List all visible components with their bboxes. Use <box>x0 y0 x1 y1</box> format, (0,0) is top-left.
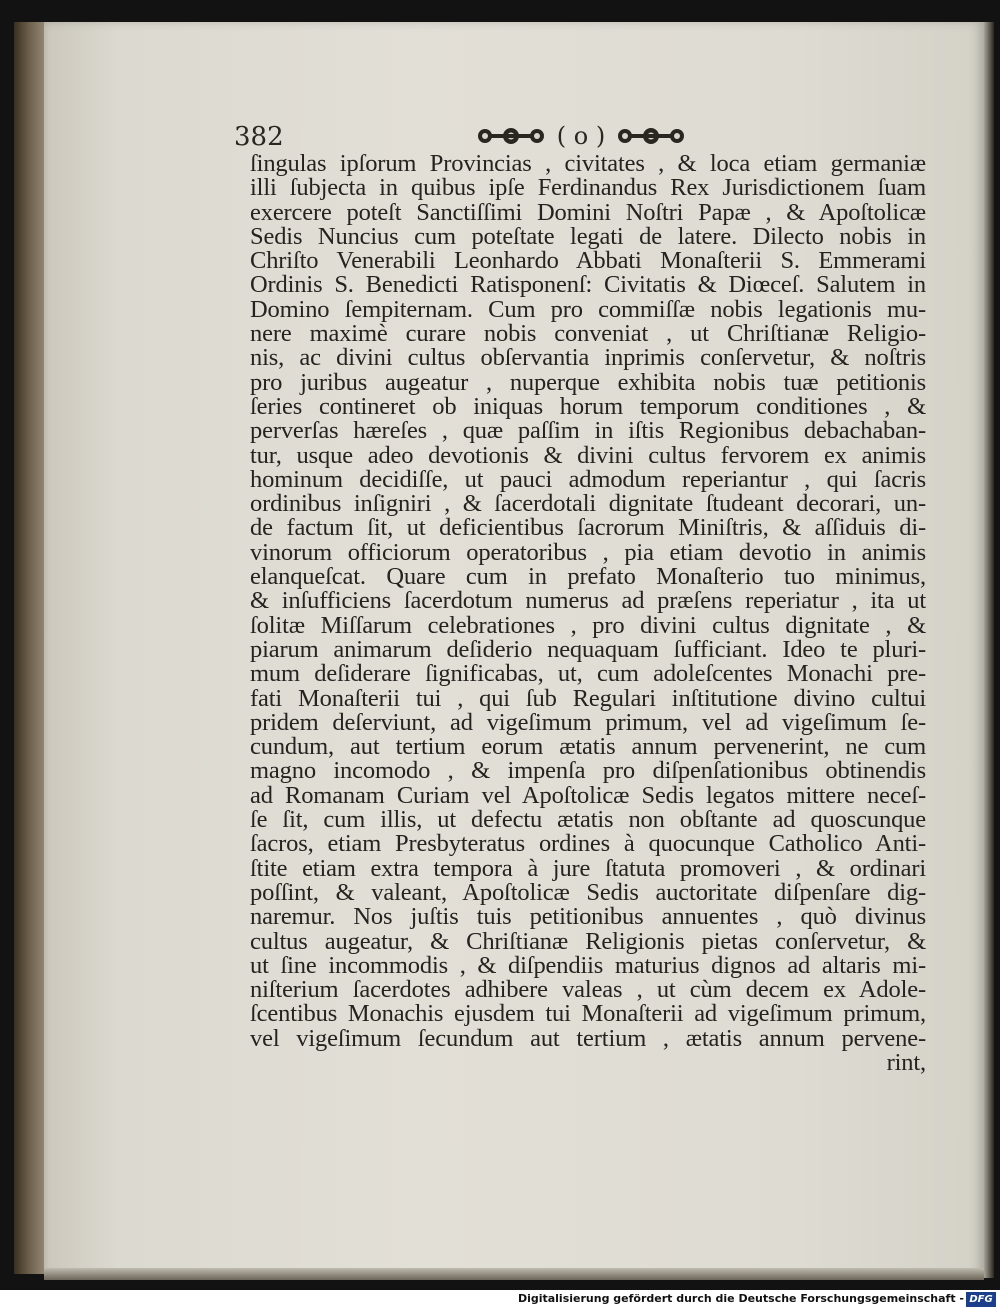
text-line: ut ſine incommodis , & diſpendiis maturius dignos ad altaris mi- <box>250 951 926 979</box>
text-line: vinorum officiorum operatoribus , pia etiam devotio in animis <box>250 538 926 566</box>
text-line: de factum ſit, ut deficientibus ſacrorum Miniſtris, & aſſiduis di- <box>250 514 926 542</box>
text-line: Chriſto Venerabili Leonhardo Abbati Monaſterii S. Emmerami <box>250 247 926 275</box>
text-line: nere maximè curare nobis conveniat , ut Chriſtianæ Religio- <box>250 320 926 348</box>
text-line: ſacros, etiam Presbyteratus ordines à quocunque Catholico Anti- <box>250 830 926 858</box>
text-line: niſterium ſacerdotes adhibere valeas , ut cùm decem ex Adole- <box>250 976 926 1004</box>
dfg-logo: DFG <box>966 1292 996 1307</box>
text-line: elanqueſcat. Quare cum in prefato Monaſterio tuo minimus, <box>250 563 926 591</box>
text-line: poſſint, & valeant, Apoſtolicæ Sedis auctoritate diſpenſare dig- <box>250 878 926 906</box>
rosette-ornament-icon <box>615 125 687 147</box>
text-line: Ordinis S. Benedicti Ratisponenſ: Civitatis & Diœceſ. Salutem in <box>250 271 926 299</box>
text-line: rint, <box>886 1048 926 1076</box>
text-line: mum deſiderare ſignificabas, ut, cum adoleſcentes Monachi pre- <box>250 660 926 688</box>
text-line: cundum, aut tertium eorum ætatis annum pervenerint, ne cum <box>250 733 926 761</box>
text-line: illi ſubjecta in quibus ipſe Ferdinandus Rex Jurisdictionem ſuam <box>250 174 926 202</box>
text-line: nis, ac divini cultus obſervantia inprimis conſervetur, & noſtris <box>250 344 926 372</box>
text-line: vel vigeſimum ſecundum aut tertium , ætatis annum pervene- <box>250 1024 926 1052</box>
text-line: fati Monaſterii tui , qui ſub Regulari inſtitutione divino cultui <box>250 684 926 712</box>
page-right-shadow <box>984 22 994 1278</box>
text-line: ſe ſit, cum illis, ut defectu ætatis non obſtante ad quoscunque <box>250 806 926 834</box>
text-line: ſeries contineret ob iniquas horum temporum conditiones , & <box>250 392 926 420</box>
text-line: exercere poteſt Sanctiſſimi Domini Noſtri Papæ , & Apoſtolicæ <box>250 198 926 226</box>
digitization-credit: Digitalisierung gefördert durch die Deutsche Forschungsgemeinschaft - <box>517 1292 964 1305</box>
text-line: pridem deſerviunt, ad vigeſimum primum, vel ad vigeſimum ſe- <box>250 708 926 736</box>
text-line: tur, usque adeo devotionis & divini cultus fervorem ex animis <box>250 441 926 469</box>
running-head: ( o ) <box>556 122 606 150</box>
text-line: Domino ſempiternam. Cum pro commiſſæ nobis legationis mu- <box>250 295 926 323</box>
rosette-ornament-icon <box>475 125 547 147</box>
page-number: 382 <box>234 122 284 152</box>
text-line: naremur. Nos juſtis tuis petitionibus annuentes , quò divinus <box>250 903 926 931</box>
page-bottom-edge <box>44 1268 984 1280</box>
text-line: piarum animarum deſiderio nequaquam ſufficiant. Ideo te pluri- <box>250 635 926 663</box>
book-binding-edge <box>14 22 48 1274</box>
text-line: ſcentibus Monachis ejusdem tui Monaſterii ad vigeſimum primum, <box>250 1000 926 1028</box>
text-line: & inſufficiens ſacerdotum numerus ad præſens reperiatur , ita ut <box>250 587 926 615</box>
text-line: hominum decidiſſe, ut pauci admodum reperiantur , qui ſacris <box>250 465 926 493</box>
text-line: pro juribus augeatur , nuperque exhibita nobis tuæ petitionis <box>250 368 926 396</box>
text-line: Sedis Nuncius cum poteſtate legati de latere. Dilecto nobis in <box>250 222 926 250</box>
text-line: magno incomodo , & impenſa pro diſpenſationibus obtinendis <box>250 757 926 785</box>
header-ornament <box>466 118 696 154</box>
text-line: ad Romanam Curiam vel Apoſtolicæ Sedis legatos mittere neceſ- <box>250 781 926 809</box>
text-line: ſolitæ Miſſarum celebrationes , pro divini cultus dignitate , & <box>250 611 926 639</box>
text-line: ſtite etiam extra tempora à jure ſtatuta promoveri , & ordinari <box>250 854 926 882</box>
text-line: perverſas hæreſes , quæ paſſim in iſtis Regionibus debachaban- <box>250 417 926 445</box>
page-header <box>230 118 930 154</box>
text-line: ordinibus inſigniri , & ſacerdotali dignitate ſtudeant decorari, un- <box>250 490 926 518</box>
body-text <box>250 152 926 1075</box>
text-line: ſingulas ipſorum Provincias , civitates , & loca etiam germaniæ <box>250 150 926 177</box>
footer-bar <box>0 1290 1000 1309</box>
text-line: cultus augeatur, & Chriſtianæ Religionis pietas conſervetur, & <box>250 927 926 955</box>
